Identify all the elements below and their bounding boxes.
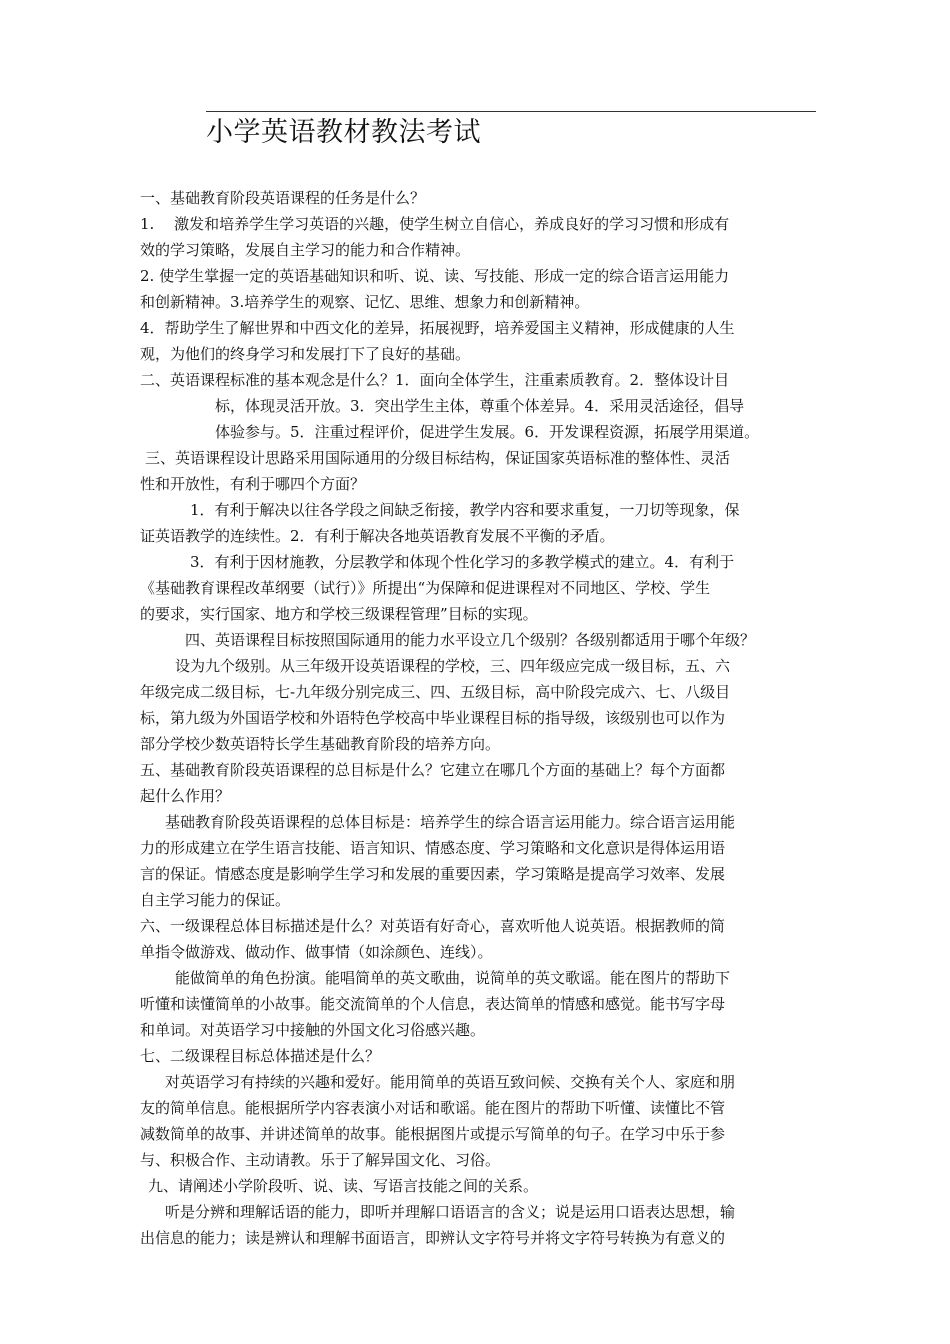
text-line: 起什么作用？ [140,787,231,805]
text-line: 效的学习策略，发展自主学习的能力和合作精神。 [140,241,471,259]
text-line: 标，体现灵活开放。3．突出学生主体，尊重个体差异。4．采用灵活途径，倡导 [215,397,745,415]
text-line: 2. 使学生掌握一定的英语基础知识和听、说、读、写技能、形成一定的综合语言运用能力 [140,267,730,285]
text-line: 力的形成建立在学生语言技能、语言知识、情感态度、学习策略和文化意识是得体运用语 [140,839,726,857]
text-line: 四、英语课程目标按照国际通用的能力水平设立几个级别？各级别都适用于哪个年级？ [185,631,756,649]
text-line: 4．帮助学生了解世界和中西文化的差异，拓展视野，培养爱国主义精神，形成健康的人生 [140,319,735,337]
text-line: 对英语学习有持续的兴趣和爱好。能用简单的英语互致问候、交换有关个人、家庭和朋 [165,1073,736,1091]
text-line: 听懂和读懂简单的小故事。能交流简单的个人信息，表达简单的情感和感觉。能书写字母 [140,995,726,1013]
text-line: 1. 激发和培养学生学习英语的兴趣，使学生树立自信心，养成良好的学习习惯和形成有 [140,215,730,233]
text-line: 性和开放性，有利于哪四个方面？ [140,475,366,493]
text-line: 友的简单信息。能根据所学内容表演小对话和歌谣。能在图片的帮助下听懂、读懂比不管 [140,1099,726,1117]
document-body [140,185,830,1251]
text-line: 3．有利于因材施教，分层教学和体现个性化学习的多教学模式的建立。4．有利于 [190,553,735,571]
text-line: 基础教育阶段英语课程的总体目标是：培养学生的综合语言运用能力。综合语言运用能 [165,813,736,831]
text-line: 和单词。对英语学习中接触的外国文化习俗感兴趣。 [140,1021,486,1039]
text-line: 《基础教育课程改革纲要（试行）》所提出“为保障和促进课程对不同地区、学校、学生 [140,579,711,597]
text-line: 设为九个级别。从三年级开设英语课程的学校，三、四年级应完成一级目标，五、六 [175,657,731,675]
text-line: 五、基础教育阶段英语课程的总目标是什么？它建立在哪几个方面的基础上？每个方面都 [140,761,726,779]
text-line: 年级完成二级目标，七-九年级分别完成三、四、五级目标，高中阶段完成六、七、八级目 [140,683,731,701]
text-line: 和创新精神。3.培养学生的观察、记忆、思维、想象力和创新精神。 [140,293,590,311]
text-line: 观，为他们的终身学习和发展打下了良好的基础。 [140,345,471,363]
text-line: 六、一级课程总体目标描述是什么？对英语有好奇心，喜欢听他人说英语。根据教师的简 [140,917,726,935]
text-line: 1．有利于解决以往各学段之间缺乏衔接，教学内容和要求重复，一刀切等现象，保 [190,501,740,519]
text-line: 自主学习能力的保证。 [140,891,291,909]
text-line: 七、二级课程目标总体描述是什么？ [140,1047,381,1065]
text-line: 单指令做游戏、做动作、做事情（如涂颜色、连线）。 [140,943,493,961]
text-line: 标，第九级为外国语学校和外语特色学校高中毕业课程目标的指导级，该级别也可以作为 [140,709,726,727]
text-line: 一、基础教育阶段英语课程的任务是什么？ [140,189,426,207]
text-line: 听是分辨和理解话语的能力，即听并理解口语语言的含义；说是运用口语表达思想，输 [165,1203,736,1221]
text-line: 与、积极合作、主动请教。乐于了解异国文化、习俗。 [140,1151,501,1169]
text-line: 言的保证。情感态度是影响学生学习和发展的重要因素，学习策略是提高学习效率、发展 [140,865,726,883]
text-line: 出信息的能力；读是辨认和理解书面语言，即辨认文字符号并将文字符号转换为有意义的 [140,1229,726,1247]
text-line: 体验参与。5．注重过程评价，促进学生发展。6．开发课程资源，拓展学用渠道。 [215,423,760,441]
text-line: 二、英语课程标准的基本观念是什么？1．面向全体学生，注重素质教育。2．整体设计目 [140,371,730,389]
text-line: 九、请阐述小学阶段听、说、读、写语言技能之间的关系。 [148,1177,539,1195]
text-line: 能做简单的角色扮演。能唱简单的英文歌曲，说简单的英文歌谣。能在图片的帮助下 [175,969,731,987]
text-line: 的要求，实行国家、地方和学校三级课程管理”目标的实现。 [140,605,538,623]
document-title: 小学英语教材教法考试 [206,117,481,148]
text-line: 三、英语课程设计思路采用国际通用的分级目标结构，保证国家英语标准的整体性、灵活 [145,449,731,467]
text-line: 部分学校少数英语特长学生基础教育阶段的培养方向。 [140,735,501,753]
text-line: 证英语教学的连续性。2．有利于解决各地英语教育发展不平衡的矛盾。 [140,527,615,545]
header-rule [206,111,816,112]
text-line: 减数简单的故事、并讲述简单的故事。能根据图片或提示写简单的句子。在学习中乐于参 [140,1125,726,1143]
